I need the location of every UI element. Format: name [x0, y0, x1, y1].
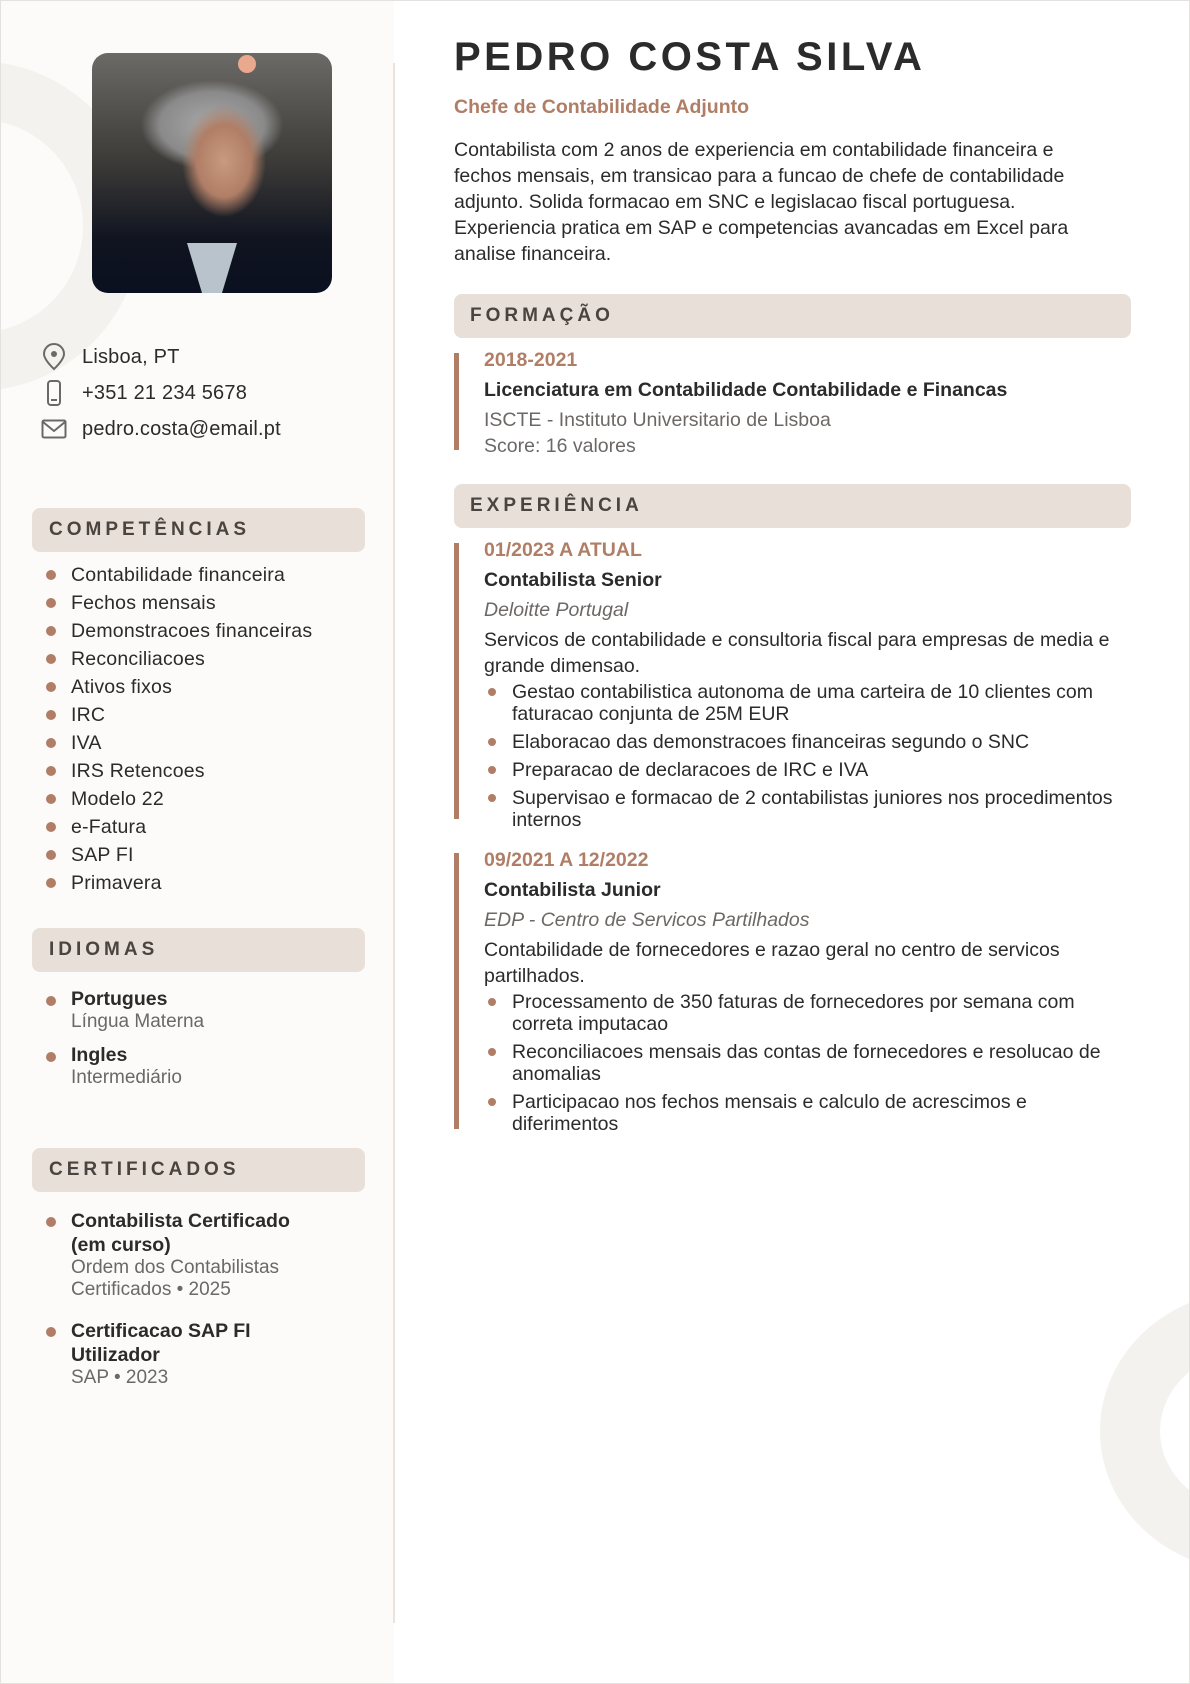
languages-list [32, 988, 365, 1089]
certificate-title: Certificacao SAP FI Utilizador [71, 1320, 251, 1366]
bullet-icon [46, 654, 56, 664]
list-item: Contabilidade financeira [46, 561, 365, 589]
school-name: ISCTE - Instituto Universitario de Lisboa [484, 409, 831, 431]
list-item [46, 1044, 365, 1089]
contact-location [41, 339, 281, 375]
achievement-list [484, 991, 1134, 1135]
experience-entry [454, 537, 1134, 831]
bullet-icon [46, 710, 56, 720]
list-item: Reconciliacoes mensais das contas de fornecedores e resolucao de anomalias [484, 1041, 1134, 1085]
decorative-ring [1100, 1291, 1190, 1571]
profile-photo [92, 53, 332, 293]
bullet-icon [46, 626, 56, 636]
position-description: Servicos de contabilidade e consultoria fiscal para empresas de media e grande dimensao. [484, 629, 1110, 677]
certificates-list [32, 1209, 365, 1389]
experience-section [454, 484, 1134, 1141]
bullet-icon [488, 766, 496, 774]
list-item: Fechos mensais [46, 589, 365, 617]
list-item: Supervisao e formacao de 2 contabilistas juniores nos procedimentos internos [484, 787, 1134, 831]
section-header: EXPERIÊNCIA [454, 484, 1131, 528]
bullet-icon [46, 738, 56, 748]
education-section [454, 294, 1131, 459]
section-header: CERTIFICADOS [32, 1148, 365, 1192]
entry-date: 01/2023 A ATUAL [484, 539, 642, 561]
list-item: IVA [46, 729, 365, 757]
list-item [46, 988, 365, 1033]
bullet-icon [46, 682, 56, 692]
list-item: Preparacao de declaracoes de IRC e IVA [484, 759, 1134, 781]
bullet-icon [46, 570, 56, 580]
list-item: Gestao contabilistica autonoma de uma carteira de 10 clientes com faturacao conjunta de 25M EUR [484, 681, 1134, 725]
bullet-icon [46, 850, 56, 860]
skills-list [32, 561, 365, 897]
bullet-icon [46, 822, 56, 832]
list-item: Primavera [46, 869, 365, 897]
bullet-icon [46, 794, 56, 804]
certificate-meta: Ordem dos Contabilistas Certificados • 2025 [71, 1257, 280, 1300]
certificate-meta: SAP • 2023 [71, 1367, 169, 1388]
company-name: Deloitte Portugal [484, 599, 629, 621]
education-score: Score: 16 valores [484, 435, 636, 457]
list-item: Reconciliacoes [46, 645, 365, 673]
bullet-icon [488, 998, 496, 1006]
position-title: Contabilista Junior [484, 879, 661, 901]
person-name: PEDRO COSTA SILVA [454, 35, 926, 79]
phone-icon [41, 380, 67, 406]
list-item [46, 1319, 365, 1389]
main-content [454, 31, 1131, 267]
list-item: IRS Retencoes [46, 757, 365, 785]
skills-section [32, 508, 365, 897]
languages-section [32, 928, 365, 1100]
language-name: Portugues [71, 988, 168, 1010]
contact-info [41, 339, 281, 447]
bullet-icon [46, 1052, 56, 1062]
job-title: Chefe de Contabilidade Adjunto [454, 96, 750, 118]
bullet-icon [46, 1217, 56, 1227]
list-item: Elaboracao das demonstracoes financeiras segundo o SNC [484, 731, 1134, 753]
bullet-icon [488, 1048, 496, 1056]
location-text: Lisboa, PT [82, 345, 180, 368]
language-level: Intermediário [71, 1067, 182, 1088]
profile-summary: Contabilista com 2 anos de experiencia em contabilidade financeira e fechos mensais, em transicao para a funcao de chefe de contabilidade adjunto. Solida formacao em SNC e legislacao fiscal portuguesa. Experiencia pratica em SAP e competencias avancadas em Excel para analise financeira. [454, 139, 1069, 265]
list-item: Ativos fixos [46, 673, 365, 701]
list-item: SAP FI [46, 841, 365, 869]
language-name: Ingles [71, 1044, 128, 1066]
company-name: EDP - Centro de Servicos Partilhados [484, 909, 810, 931]
bullet-icon [46, 996, 56, 1006]
list-item: Processamento de 350 faturas de fornecedores por semana com correta imputacao [484, 991, 1134, 1035]
degree-title: Licenciatura em Contabilidade Contabilidade e Financas [484, 379, 1008, 401]
education-entry [454, 347, 1131, 459]
section-header: COMPETÊNCIAS [32, 508, 365, 552]
list-item: Modelo 22 [46, 785, 365, 813]
language-level: Língua Materna [71, 1011, 205, 1032]
timeline-bar [454, 353, 459, 450]
certificate-title: Contabilista Certificado (em curso) [71, 1210, 290, 1256]
phone-text[interactable]: +351 21 234 5678 [82, 381, 248, 404]
contact-email [41, 411, 281, 447]
achievement-list [484, 681, 1134, 831]
list-item: Participacao nos fechos mensais e calculo de acrescimos e diferimentos [484, 1091, 1134, 1135]
bullet-icon [488, 688, 496, 696]
position-title: Contabilista Senior [484, 569, 662, 591]
experience-entry [454, 847, 1134, 1135]
list-item: IRC [46, 701, 365, 729]
entry-date: 09/2021 A 12/2022 [484, 849, 649, 871]
timeline-bar [454, 853, 459, 1129]
position-description: Contabilidade de fornecedores e razao geral no centro de servicos partilhados. [484, 939, 1060, 987]
contact-phone [41, 375, 281, 411]
entry-date: 2018-2021 [484, 349, 578, 371]
bullet-icon [46, 598, 56, 608]
timeline-bar [454, 543, 459, 819]
bullet-icon [488, 1098, 496, 1106]
photo-shirt-collar [187, 243, 237, 293]
section-header: FORMAÇÃO [454, 294, 1131, 338]
map-pin-icon [41, 344, 67, 370]
list-item: Demonstracoes financeiras [46, 617, 365, 645]
bullet-icon [46, 1327, 56, 1337]
list-item [46, 1209, 365, 1301]
bullet-icon [46, 878, 56, 888]
certificates-section [32, 1148, 365, 1407]
photo-background-light [238, 55, 256, 73]
mail-icon [41, 416, 67, 442]
column-divider [393, 63, 395, 1623]
bullet-icon [46, 766, 56, 776]
bullet-icon [488, 794, 496, 802]
bullet-icon [488, 738, 496, 746]
email-text[interactable]: pedro.costa@email.pt [82, 417, 281, 440]
section-header: IDIOMAS [32, 928, 365, 972]
list-item: e-Fatura [46, 813, 365, 841]
